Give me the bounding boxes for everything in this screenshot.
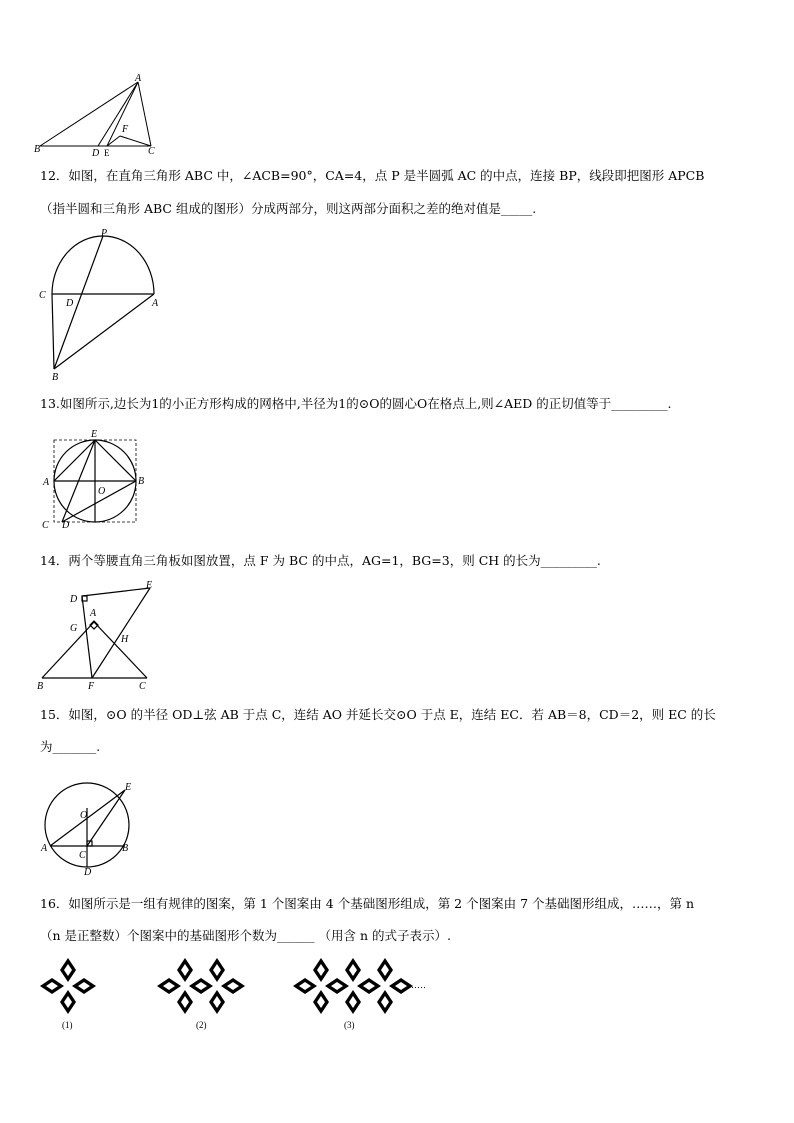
label-A: A xyxy=(135,73,142,84)
label-B: B xyxy=(34,144,41,155)
figure-q12-semicircle xyxy=(34,224,174,384)
question-16-line1: 16．如图所示是一组有规律的图案，第 1 个图案由 4 个基础图形组成，第 2 个图案由 7 个基础图形组成，……，第 n xyxy=(40,896,695,911)
caption-2: (2) xyxy=(196,1020,207,1030)
label-D: D xyxy=(62,520,70,531)
label-O: O xyxy=(80,810,88,821)
figure-q16-pattern xyxy=(40,950,440,1035)
label-H: H xyxy=(121,634,129,645)
caption-3: (3) xyxy=(344,1020,355,1030)
label-E: E xyxy=(104,148,110,157)
figure-q15-circle xyxy=(36,778,146,878)
question-15-line2: 为_______. xyxy=(40,739,101,754)
label-C: C xyxy=(139,681,146,692)
label-G: G xyxy=(70,623,78,634)
question-12-line2: （指半圆和三角形 ABC 组成的图形）分成两部分，则这两部分面积之差的绝对值是_____. xyxy=(40,201,537,216)
label-A: A xyxy=(43,477,50,488)
label-E: E xyxy=(125,782,132,793)
label-E: E xyxy=(146,580,153,591)
label-B: B xyxy=(122,843,129,854)
label-B: B xyxy=(52,372,59,383)
label-D: D xyxy=(66,298,74,309)
label-A: A xyxy=(90,608,97,619)
label-A: A xyxy=(152,298,159,309)
question-12-line1: 12．如图，在直角三角形 ABC 中，∠ACB=90°，CA=4，点 P 是半圆弧 AC 的中点，连接 BP，线段即把图形 APCB xyxy=(40,168,705,183)
caption-1: (1) xyxy=(62,1020,73,1030)
ellipsis: …… xyxy=(408,980,426,990)
question-14-line1: 14．两个等腰直角三角板如图放置，点 F 为 BC 的中点，AG=1，BG=3，则 CH 的长为_________. xyxy=(40,553,601,568)
label-C: C xyxy=(148,146,155,157)
label-F: F xyxy=(122,124,129,135)
pattern-3 xyxy=(293,958,413,1014)
label-D: D xyxy=(84,867,92,878)
pattern-1 xyxy=(40,958,96,1014)
label-C: C xyxy=(79,850,86,861)
label-B: B xyxy=(37,681,44,692)
question-16-line2: （n 是正整数）个图案中的基础图形个数为______ （用含 n 的式子表示）. xyxy=(40,928,451,943)
label-E: E xyxy=(91,429,98,440)
pattern-2 xyxy=(157,958,245,1014)
label-C: C xyxy=(42,520,49,531)
figure-q13-grid-circle xyxy=(36,424,156,534)
question-15-line1: 15．如图，⊙O 的半径 OD⊥弦 AB 于点 C，连结 AO 并延长交⊙O 于点 E，连结 EC．若 AB＝8，CD＝2，则 EC 的长 xyxy=(40,707,716,722)
question-13-line1: 13.如图所示,边长为1的小正方形构成的网格中,半径为1的⊙O的圆心O在格点上,则∠AED 的正切值等于_________. xyxy=(40,396,672,411)
label-P: P xyxy=(101,228,108,239)
label-B: B xyxy=(138,476,145,487)
label-O: O xyxy=(98,486,106,497)
figure-q14-triangles xyxy=(32,578,162,693)
label-C: C xyxy=(39,290,46,301)
figure-q11-triangle xyxy=(30,72,170,157)
label-D: D xyxy=(70,594,78,605)
label-D: D xyxy=(92,148,100,157)
label-F: F xyxy=(88,681,95,692)
label-A: A xyxy=(41,843,48,854)
